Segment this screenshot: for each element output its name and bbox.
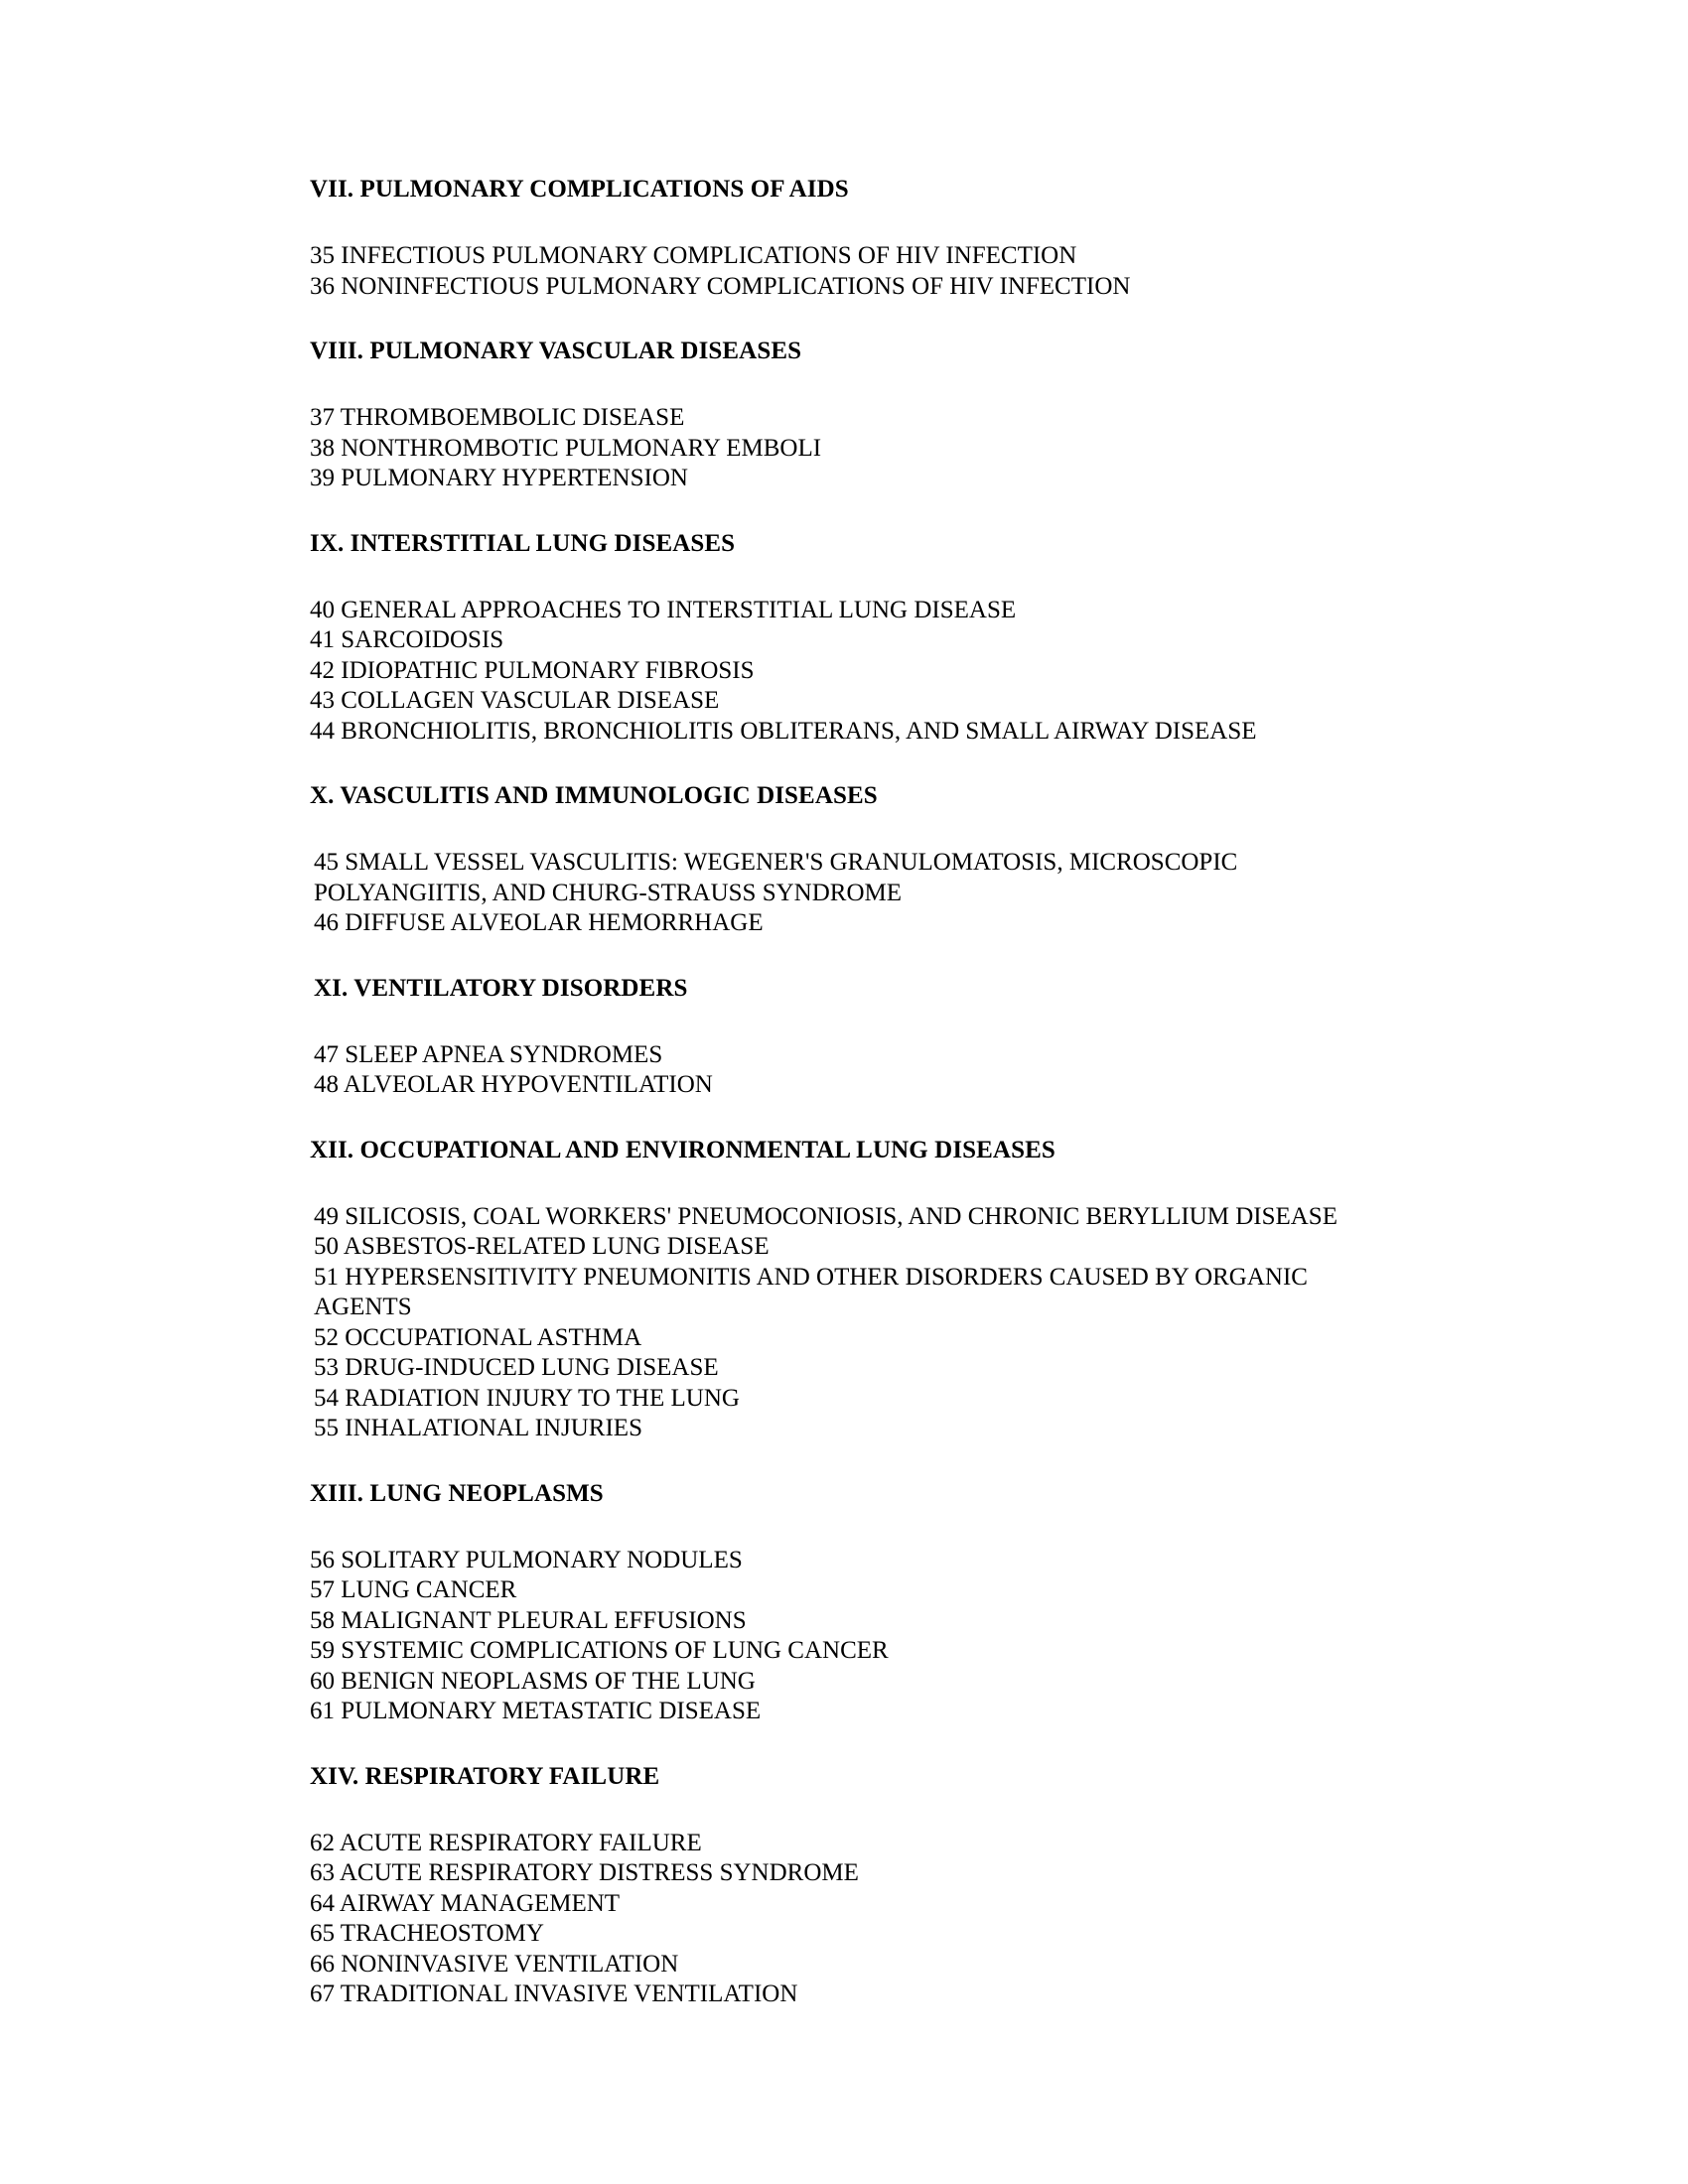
toc-section [310,336,1402,494]
section-entries [310,403,1402,494]
toc-section [310,973,1402,1101]
section-heading: VII. PULMONARY COMPLICATIONS OF AIDS [310,176,849,203]
spacer [310,494,1402,528]
toc-entry[interactable]: 60 BENIGN NEOPLASMS OF THE LUNG [310,1667,756,1695]
section-heading: VIII. PULMONARY VASCULAR DISEASES [310,338,802,364]
toc-section [310,780,1402,939]
spacer [310,366,1402,403]
toc-entry[interactable]: 64 AIRWAY MANAGEMENT [310,1889,621,1917]
section-entries [310,848,1402,939]
spacer [310,1792,1402,1829]
toc-entry[interactable]: 39 PULMONARY HYPERTENSION [310,465,688,491]
toc-entry[interactable]: 42 IDIOPATHIC PULMONARY FIBROSIS [310,656,755,684]
section-heading: IX. INTERSTITIAL LUNG DISEASES [310,529,736,557]
toc-entry[interactable]: 63 ACUTE RESPIRATORY DISTRESS SYNDROME [310,1859,859,1886]
toc-entry[interactable]: 55 INHALATIONAL INJURIES [314,1415,642,1441]
spacer [310,939,1402,973]
toc-entry[interactable]: 67 TRADITIONAL INVASIVE VENTILATION [310,1980,798,2007]
toc-entry[interactable]: 53 DRUG-INDUCED LUNG DISEASE [314,1354,719,1381]
spacer [310,1444,1402,1478]
spacer [310,1727,1402,1761]
section-heading: XIII. LUNG NEOPLASMS [310,1479,604,1507]
spacer [310,1101,1402,1135]
toc-entry[interactable]: 57 LUNG CANCER [310,1576,517,1603]
toc-entry[interactable]: 38 NONTHROMBOTIC PULMONARY EMBOLI [310,434,822,462]
section-entries [310,241,1402,302]
toc-entry[interactable]: 47 SLEEP APNEA SYNDROMES [314,1040,663,1068]
section-entries [310,1202,1402,1444]
toc-entry[interactable]: 50 ASBESTOS-RELATED LUNG DISEASE [314,1233,770,1260]
section-heading: XII. OCCUPATIONAL AND ENVIRONMENTAL LUNG DISEASES [310,1136,1055,1163]
section-heading: X. VASCULITIS AND IMMUNOLOGIC DISEASES [310,782,878,809]
toc-section [310,1135,1402,1444]
toc-entry[interactable]: 66 NONINVASIVE VENTILATION [310,1950,679,1978]
section-heading: XI. VENTILATORY DISORDERS [314,974,688,1002]
toc-entry[interactable]: 36 NONINFECTIOUS PULMONARY COMPLICATIONS OF HIV INFECTION [310,272,1131,300]
toc-entry[interactable]: 45 SMALL VESSEL VASCULITIS: WEGENER'S GRANULOMATOSIS, MICROSCOPIC POLYANGIITIS, AND CHURG-STRAUSS SYNDROME [314,849,1238,906]
toc-entry[interactable]: 59 SYSTEMIC COMPLICATIONS OF LUNG CANCER [310,1637,889,1664]
spacer [310,1509,1402,1546]
toc-entry[interactable]: 40 GENERAL APPROACHES TO INTERSTITIAL LUNG DISEASE [310,596,1017,623]
spacer [310,302,1402,336]
spacer [310,559,1402,596]
toc-section [310,1478,1402,1727]
toc-entry[interactable]: 58 MALIGNANT PLEURAL EFFUSIONS [310,1606,747,1634]
toc-entry[interactable]: 54 RADIATION INJURY TO THE LUNG [314,1384,740,1412]
toc-entry[interactable]: 49 SILICOSIS, COAL WORKERS' PNEUMOCONIOSIS, AND CHRONIC BERYLLIUM DISEASE [314,1202,1337,1230]
toc-entry[interactable]: 56 SOLITARY PULMONARY NODULES [310,1546,743,1573]
toc-entry[interactable]: 44 BRONCHIOLITIS, BRONCHIOLITIS OBLITERANS, AND SMALL AIRWAY DISEASE [310,717,1257,745]
toc-entry[interactable]: 37 THROMBOEMBOLIC DISEASE [310,404,685,431]
toc-section [310,528,1402,748]
section-heading: XIV. RESPIRATORY FAILURE [310,1762,660,1790]
toc-entry[interactable]: 48 ALVEOLAR HYPOVENTILATION [314,1071,713,1098]
toc-entry[interactable]: 51 HYPERSENSITIVITY PNEUMONITIS AND OTHER DISORDERS CAUSED BY ORGANIC AGENTS [314,1263,1308,1320]
toc-section [310,174,1402,302]
toc-entry[interactable]: 43 COLLAGEN VASCULAR DISEASE [310,687,720,714]
toc-entry[interactable]: 35 INFECTIOUS PULMONARY COMPLICATIONS OF HIV INFECTION [310,242,1077,269]
section-entries [310,1040,1402,1101]
spacer [310,747,1402,780]
section-entries [310,596,1402,748]
toc-section [310,1761,1402,2010]
spacer [310,1004,1402,1040]
toc-entry[interactable]: 41 SARCOIDOSIS [310,626,504,653]
section-entries [310,1546,1402,1727]
table-of-contents [310,174,1402,2010]
toc-entry[interactable]: 61 PULMONARY METASTATIC DISEASE [310,1698,762,1724]
toc-entry[interactable]: 65 TRACHEOSTOMY [310,1920,544,1947]
section-entries [310,1829,1402,2010]
toc-entry[interactable]: 46 DIFFUSE ALVEOLAR HEMORRHAGE [314,909,764,936]
spacer [310,811,1402,848]
spacer [310,1165,1402,1202]
spacer [310,205,1402,241]
toc-entry[interactable]: 62 ACUTE RESPIRATORY FAILURE [310,1829,702,1856]
toc-entry[interactable]: 52 OCCUPATIONAL ASTHMA [314,1323,642,1351]
